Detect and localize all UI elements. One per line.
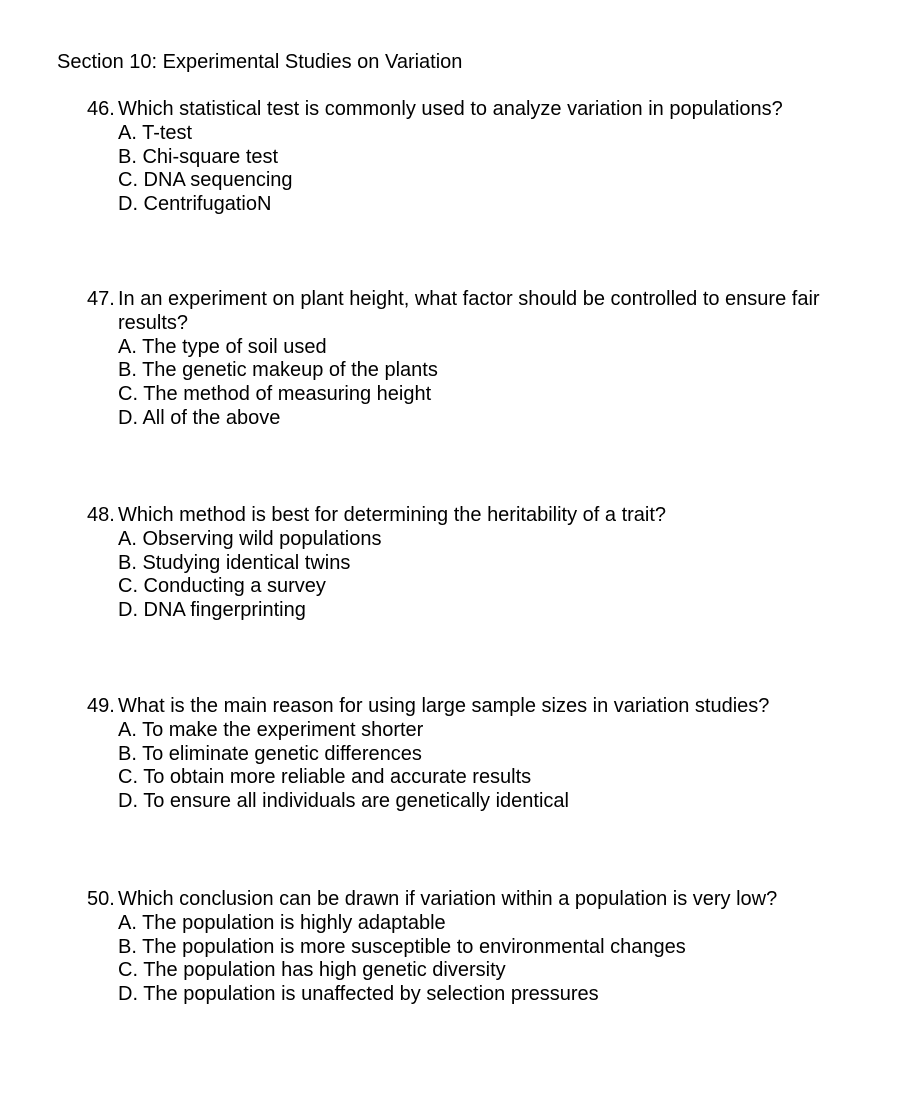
answer-options	[87, 719, 857, 814]
option-d: D. To ensure all individuals are genetically identical	[118, 790, 569, 813]
option-b: B. The population is more susceptible to environmental changes	[118, 935, 686, 958]
option-c: C. The method of measuring height	[118, 383, 432, 406]
option-a: A. Observing wild populations	[118, 527, 382, 550]
option-d: D. All of the above	[118, 406, 281, 429]
option-b: B. The genetic makeup of the plants	[118, 359, 438, 382]
question-text: What is the main reason for using large sample sizes in variation studies?	[118, 695, 770, 717]
option-c: C. DNA sequencing	[118, 169, 293, 192]
question-header	[87, 504, 857, 528]
option-c: C. Conducting a survey	[118, 575, 326, 598]
question-number: 50.	[87, 888, 115, 910]
option-c: C. To obtain more reliable and accurate results	[118, 766, 532, 789]
question-text: Which method is best for determining the heritability of a trait?	[118, 504, 667, 526]
section-title: Section 10: Experimental Studies on Variation	[57, 51, 463, 73]
question-number: 48.	[87, 504, 115, 526]
question-49	[87, 695, 857, 814]
question-header	[87, 98, 857, 122]
question-header	[87, 888, 857, 912]
question-number: 46.	[87, 98, 115, 120]
answer-options	[87, 912, 857, 1007]
option-b: B. To eliminate genetic differences	[118, 742, 422, 765]
option-a: A. The population is highly adaptable	[118, 911, 446, 934]
question-50	[87, 888, 857, 1007]
option-b: B. Studying identical twins	[118, 551, 351, 574]
option-a: A. T-test	[118, 121, 193, 144]
option-a: A. The type of soil used	[118, 335, 327, 358]
question-47	[87, 288, 857, 431]
option-d: D. DNA fingerprinting	[118, 599, 306, 622]
option-b: B. Chi-square test	[118, 145, 279, 168]
question-text: Which statistical test is commonly used to analyze variation in populations?	[118, 98, 783, 120]
option-d: D. The population is unaffected by selection pressures	[118, 983, 599, 1006]
question-text: In an experiment on plant height, what factor should be controlled to ensure fair results?	[118, 288, 820, 334]
question-number: 49.	[87, 695, 115, 717]
question-header	[87, 695, 857, 719]
option-a: A. To make the experiment shorter	[118, 718, 424, 741]
question-48	[87, 504, 857, 623]
question-46	[87, 98, 857, 217]
option-d: D. CentrifugatioN	[118, 193, 272, 216]
option-c: C. The population has high genetic diversity	[118, 959, 506, 982]
answer-options	[87, 122, 857, 217]
question-header	[87, 288, 857, 336]
question-text: Which conclusion can be drawn if variation within a population is very low?	[118, 888, 778, 910]
question-number: 47.	[87, 288, 115, 310]
answer-options	[87, 336, 857, 431]
answer-options	[87, 528, 857, 623]
